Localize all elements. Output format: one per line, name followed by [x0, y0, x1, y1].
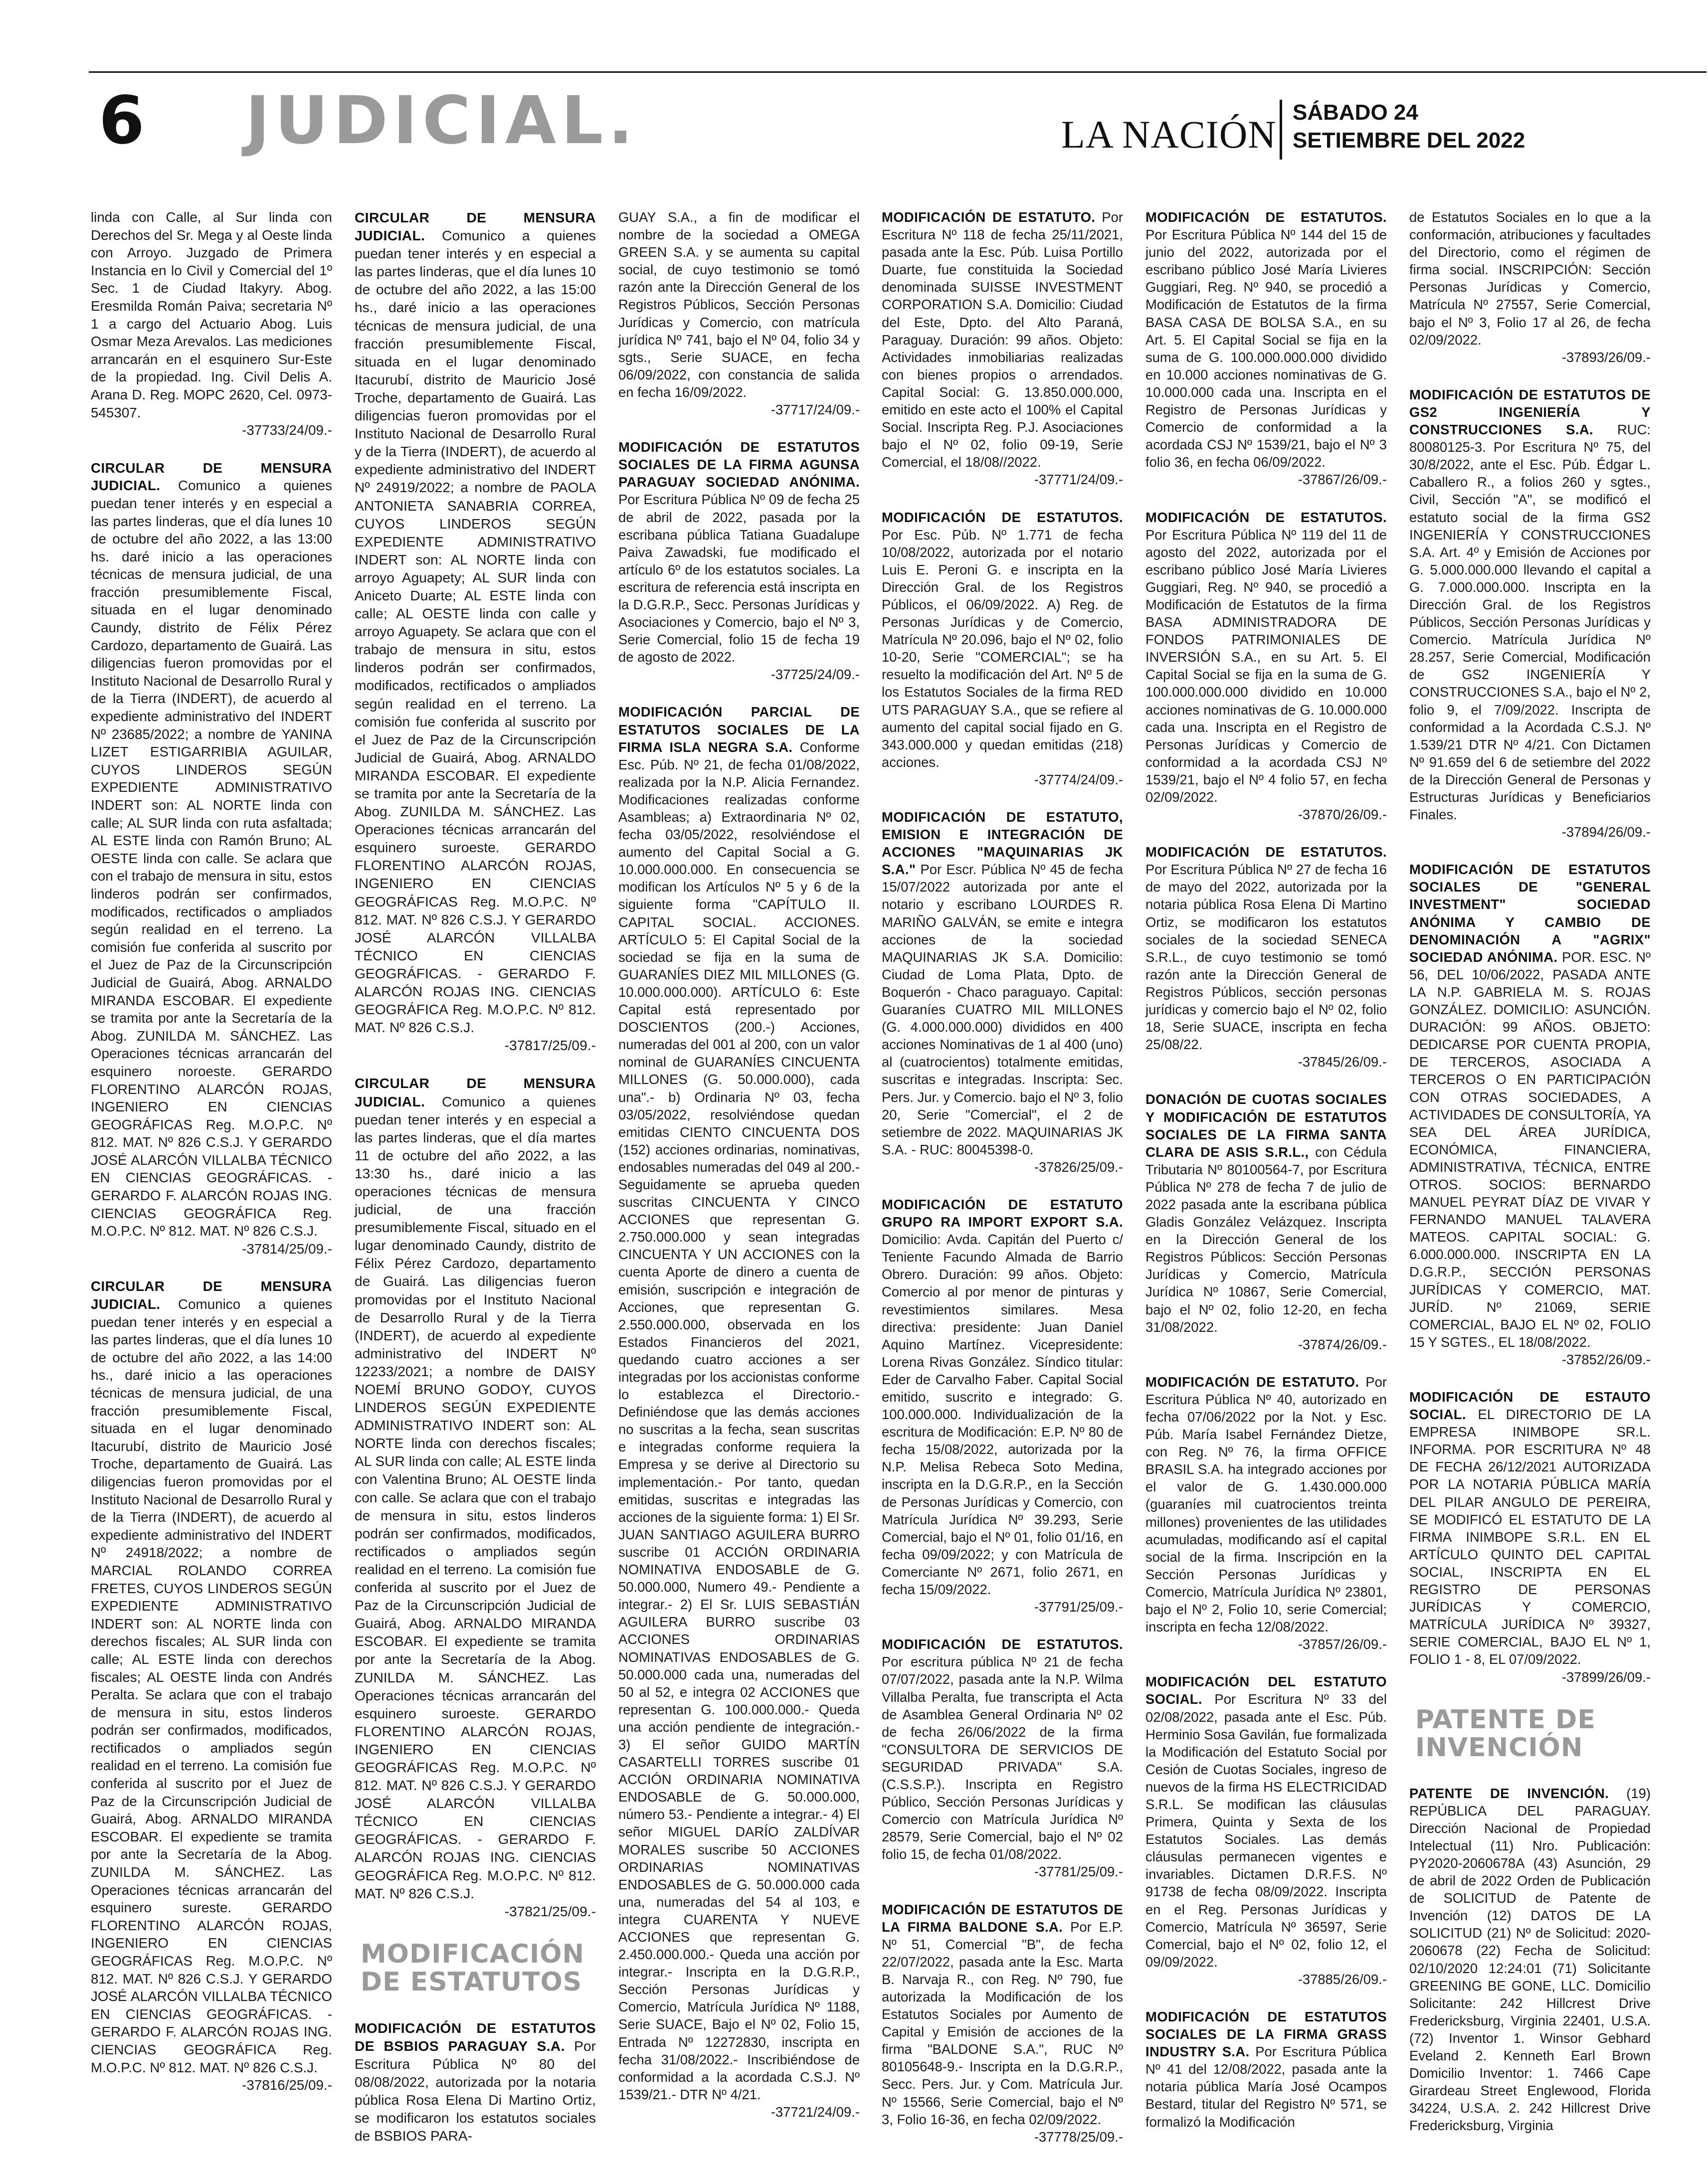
section-title: JUDICIAL. [245, 82, 638, 159]
notice-body: Por Escritura Nº 33 del 02/08/2022, pasada ante el Esc. Púb. Herminio Sosa Gavilán, fue formalizada la Modificación del Estatuto Social por Cesión de Cuotas Sociales, ingreso de nuevos de la firma HS ELECTRICIDAD S.R.L. Se modifican las cláusulas Primera, Quinta y Sexta de los Estatutos Sociales. Las demás cláusulas permanecen vigentes e invariables. Dictamen D.R.F.S. Nº 91738 de fecha 08/09/2022. Inscripta en el Reg. Personas Jurídicas y Comercio, Matrícula Nº 36597, Serie Comercial, bajo el Nº 02, folio 12, el 09/09/2022. [1145, 1691, 1387, 1970]
notice-reference: -37894/26/09.- [1561, 824, 1651, 840]
notice-body: Por Escr. Pública Nº 45 de fecha 15/07/2022 autorizada por ante el notario y escribano LOURDES R. MARIÑO GALVÁN, se emite e integra acciones de la sociedad MAQUINARIAS JK S.A. Domicilio: Ciudad de Loma Plata, Dpto. de Boquerón - Chaco paraguayo. Capital: Guaraníes CUATRO MIL MILLONES (G. 4.000.000.000) divididos en 400 acciones Nominativas de 1 al 400 (uno) al (cuatrocientos) totalmente emitidas, suscritas e integradas. Inscripta: Sec. Pers. Jur. y Comercio. bajo el Nº 3, folio 20, Serie "Comercial", el 2 de setiembre de 2022. MAQUINARIAS JK S.A. - RUC: 80045398-0. [882, 862, 1123, 1157]
section-heading-marker [1409, 1706, 1415, 1762]
notice-body: Por Esc. Púb. Nº 1.771 de fecha 10/08/2022, autorizada por el notario Luis E. Peroni G. e inscripta en la Dirección Gral. de los Registros Públicos, el 06/09/2022. A) Reg. de Personas Jurídicas y de Comercio, Matrícula Nº 20.096, bajo el Nº 02, folio 10-20, Serie "COMERCIAL"; se ha resuelto la modificación del Art. Nº 5 de los Estatutos Sociales de la firma RED UTS PARAGUAY S.A., que se refiere al aumento del capital social fijado en G. 343.000.000 y quedan emitidas (218) acciones. [882, 527, 1123, 770]
notice-title: MODIFICACIÓN DE ESTATUTOS SOCIALES DE LA FIRMA GRASS INDUSTRY S.A. [1145, 2009, 1387, 2060]
issue-date-month: SETIEMBRE DEL 2022 [1293, 128, 1525, 153]
notice [355, 2019, 596, 2145]
notice [1145, 843, 1387, 1071]
column-2 [355, 208, 596, 2165]
notice [882, 1196, 1123, 1616]
notice-reference: -37857/26/09.- [1298, 1636, 1387, 1652]
notice [1145, 1090, 1387, 1353]
notice-body: RUC: 80080125-3. Por Escritura Nº 75, del 30/8/2022, ante el Esc. Púb. Édgar L. Caballero R., a folios 260 y sgtes., Civil, Sección "A", se modificó el estatuto social de la firma GS2 INGENIERÍA Y CONSTRUCCIONES S.A. Art. 4º y Emisión de Acciones por G. 5.000.000.000 llevando el capital a G. 7.000.000.000. Inscripta en la Dirección Gral. de los Registros Públicos, Sección Personas Jurídicas y Comercio. Matrícula Jurídica Nº 28.257, Serie Comercial, Modificación de GS2 INGENIERÍA Y CONSTRUCCIONES S.A., bajo el Nº 2, folio 9, el 7/09/2022. Inscripta de conformidad a la Acordada C.S.J. Nº 1.539/21 DTR Nº 4/21. Con Dictamen Nº 91.659 del 6 de setiembre del 2022 de la Dirección General de Personas y Estructuras Jurídicas y Beneficiarios Finales. [1409, 422, 1651, 823]
section-heading-text: MODIFICACIÓN DE ESTATUTOS [361, 1939, 584, 1997]
issue-date-day: SÁBADO 24 [1293, 100, 1418, 125]
notice-body: Por escritura pública Nº 21 de fecha 07/07/2022, pasada ante la N.P. Wilma Villalba Peralta, fue transcripta el Acta de Asamblea General Ordinaria Nº 02 de fecha 26/06/2022 de la firma "CONSULTORA DE SERVICIOS DE SEGURIDAD PRIVADA" S.A. (C.S.S.P.). Inscripta en Registro Público, Sección Personas Jurídicas y Comercio con Matrícula Jurídica Nº 28579, Serie Comercial, bajo el Nº 02 folio 15, de fecha 01/08/2022. [882, 1654, 1123, 1862]
notice-body: Por Escritura Pública Nº 80 del 08/08/2022, autorizada por la notaria pública Rosa Elena Di Martino Ortiz, se modificaron los estatutos sociales de BSBIOS PARA- [355, 2037, 596, 2144]
notice [91, 208, 332, 439]
notice-reference: -37791/25/09.- [1034, 1599, 1123, 1615]
section-heading [1409, 1706, 1651, 1762]
notice-reference: -37867/26/09.- [1298, 472, 1387, 488]
page-number: 6 [99, 82, 146, 159]
notice-reference: -37816/25/09.- [242, 2077, 332, 2093]
notice-title: CIRCULAR DE MENSURA JUDICIAL. [91, 460, 332, 494]
notice-title: MODIFICACIÓN DE ESTATUTO. [882, 209, 1096, 225]
notice-reference: -37725/24/09.- [770, 667, 860, 683]
notice-body: Por Escritura Pública Nº 40, autorizado en fecha 07/06/2022 por la Not. y Esc. Púb. María Isabel Fernández Dietze, con Reg. Nº 76, la firma OFFICE BRASIL S.A. ha integrado acciones por el valor de G. 1.430.000.000 (guaraníes mil cuatrocientos treinta millones) provenientes de las utilidades acumuladas, modificando así el capital social de la firma. Inscripción en la Sección Personas Jurídicas y Comercio, Matrícula Jurídica Nº 23801, bajo el Nº 2, Folio 10, serie Comercial; inscripta en fecha 12/08/2022. [1145, 1374, 1387, 1635]
issue-date [1293, 99, 1525, 155]
top-rule [89, 71, 1707, 73]
notice [91, 459, 332, 1258]
notice-title: PATENTE DE INVENCIÓN. [1409, 1785, 1609, 1801]
notice-body: Comunico a quienes puedan tener interés y en especial a las partes linderas, que el día lunes 10 de octubre del año 2022, a las 14:00 hs., daré inicio a las operaciones técnicas de mensura judicial, de una fracción presumiblemente Fiscal, situada en el lugar denominado Itacurubí, distrito de Mauricio José Troche, departamento de Guairá. Las diligencias fueron promovidas por el Instituto Nacional de Desarrollo Rural y de la Tierra (INDERT), de acuerdo al expediente administrativo del INDERT Nº 24918/2022; a nombre de MARCIAL ROLANDO CORREA FRETES, CUYOS LINDEROS SEGÚN EXPEDIENTE ADMINISTRATIVO INDERT son: AL NORTE linda con derechos fiscales; AL SUR linda con calle; AL ESTE linda con derechos fiscales; AL OESTE linda con Andrés Peralta. Se aclara que con el trabajo de mensura in situ, estos linderos podrán ser confirmados, modificados, rectificados o ampliados según realidad en el terreno. La comisión fue conferida al suscrito por el Juez de Paz de la Circunscripción Judicial de Guairá, Abog. ARNALDO MIRANDA ESCOBAR. El expediente se tramita por ante la Secretaría de la Abog. ZUNILDA M. SÁNCHEZ. Las Operaciones técnicas arrancarán del esquinero sureste. GERARDO FLORENTINO ALARCÓN ROJAS, INGENIERO EN CIENCIAS GEOGRÁFICAS Reg. M.O.P.C. Nº 812. MAT. Nº 826 C.S.J. Y GERARDO JOSÉ ALARCÓN VILLALBA TÉCNICO EN CIENCIAS GEOGRÁFICAS. - GERARDO F. ALARCÓN ROJAS ING. CIENCIAS GEOGRÁFICA Reg. M.O.P.C. Nº 812. MAT. Nº 826 C.S.J. [91, 1296, 332, 2075]
notice-title: MODIFICACIÓN DE ESTATUTO, EMISION E INTEGRACIÓN DE ACCIONES "MAQUINARIAS JK S.A." [882, 809, 1123, 878]
notice-reference: -37821/25/09.- [504, 1903, 596, 1919]
column-3 [618, 208, 860, 2141]
notice-body: Domicilio: Avda. Capitán del Puerto c/ Teniente Facundo Almada de Barrio Obrero. Duración: 99 años. Objeto: Comercio al por menor de pinturas y revestimientos similares. Mesa directiva: presidente: Juan Daniel Aquino Martínez. Vicepresidente: Lorena Rivas González. Síndico titular: Eder de Carvalho Faber. Capital Social emitido, suscrito e integrado: G. 100.000.000. Individualización de la escritura de Modificación: E.P. Nº 80 de fecha 15/08/2022, autorizada por la N.P. Melisa Rebeca Soto Medina, inscripta en la D.G.R.P., en la Sección de Personas Jurídicas y Comercio, con Matrícula Jurídica Nº 39.293, Serie Comercial, bajo el Nº 01, folio 01/16, en fecha 09/09/2022; y con Matrícula de Comerciante Nº 2671, folio 2671, en fecha 15/09/2022. [882, 1232, 1123, 1598]
notice-title: MODIFICACIÓN DE ESTATUTOS. [882, 1636, 1123, 1652]
column-4 [882, 208, 1123, 2166]
notice-reference: -37781/25/09.- [1034, 1864, 1123, 1880]
notice [1409, 1388, 1651, 1686]
notice-body: Por Escritura Pública Nº 27 de fecha 16 de mayo del 2022, autorizada por la notaria pública Rosa Elena Di Martino Ortiz, se modificaron los estatutos sociales de la sociedad SENECA S.R.L., de cuyo testimonio se tomó razón ante la Dirección General de Registros Públicos, sección personas jurídicas y comercio bajo el Nº 02, folio 18, Serie SUACE, inscripta en fecha 25/08/22. [1145, 862, 1387, 1053]
notice-body: linda con Calle, al Sur linda con Derechos del Sr. Mega y al Oeste linda con Arroyo. Juzgado de Primera Instancia en lo Civil y Comercial del 1º Sec. 1 de Ciudad Itakyry. Abog. Eresmilda Román Paiva; secretaria Nº 1 a cargo del Actuario Abog. Luis Osmar Meza Arevalos. Las mediciones arrancarán en el esquinero Sur-Este de la propiedad. Ing. Civil Delis A. Arana D. Reg. MOPC 2620, Cel. 0973-545307. [91, 209, 332, 420]
notice-reference: -37771/24/09.- [1034, 472, 1123, 488]
notice [1409, 1785, 1651, 2135]
notice [1409, 208, 1651, 366]
notice-title: MODIFICACIÓN DE ESTATUTOS DE LA FIRMA BALDONE S.A. [882, 1901, 1123, 1935]
section-heading-marker [355, 1940, 361, 1996]
notice-title: MODIFICACIÓN DE ESTATUTOS. [882, 509, 1123, 525]
notice [1145, 208, 1387, 489]
newspaper-logo: LA NACIÓN [1061, 113, 1277, 156]
notice-body: (19) REPÚBLICA DEL PARAGUAY. Dirección Nacional de Propiedad Intelectual (11) Nro. Publicación: PY2020-2060678A (43) Asunción, 29 de abril de 2022 Orden de Publicación de SOLICITUD de Patente de Invención (12) DATOS DE LA SOLICITUD (21) Nº de Solicitud: 2020-2060678 (22) Fecha de Solicitud: 02/10/2020 12:24:01 (71) Solicitante GREENING BE GONE, LLC. Domicilio Solicitante: 242 Hillcrest Drive Fredericksburg, Virginia 22401, U.S.A. (72) Inventor 1. Winsor Gebhard Eveland 2. Kenneth Earl Brown Domicilio Inventor: 1. 7466 Cape Girardeau Street Englewood, Florida 34224, U.S.A. 2. 242 Hillcrest Drive Fredericksburg, Virginia [1409, 1785, 1651, 2134]
notice-title: CIRCULAR DE MENSURA JUDICIAL. [355, 1075, 596, 1109]
notice [618, 703, 860, 2121]
notice [1409, 861, 1651, 1368]
notice-title: MODIFICACIÓN PARCIAL DE ESTATUTOS SOCIALES DE LA FIRMA ISLA NEGRA S.A. [618, 704, 860, 755]
column-1 [91, 208, 332, 2114]
notice-title: MODIFICACIÓN DE ESTAUTO SOCIAL. [1409, 1389, 1651, 1423]
notice-title: DONACIÓN DE CUOTAS SOCIALES Y MODIFICACIÓN DE ESTATUTOS SOCIALES DE LA FIRMA SANTA CLARA DE ASIS S.R.L., [1145, 1091, 1387, 1160]
notice [618, 438, 860, 683]
notice-reference: -37817/25/09.- [504, 1037, 596, 1054]
notice-title: CIRCULAR DE MENSURA JUDICIAL. [91, 1278, 332, 1312]
notice [1145, 1373, 1387, 1653]
notice [355, 208, 596, 1054]
notice [1145, 1673, 1387, 1988]
notice-body: Por E.P. Nº 51, Comercial "B", de fecha 22/07/2022, pasada ante la Esc. Marta B. Narvaja R., con Reg. Nº 790, fue autorizada la Modificación de los Estatutos Sociales por Aumento de Capital y Emisión de acciones de la firma "BALDONE S.A.", RUC Nº 80105648-9.- Inscripta en la D.G.R.P., Secc. Pers. Jur. y Com. Matrícula Jur. Nº 15566, Serie Comercial, bajo el Nº 3, Folio 16-36, en fecha 02/09/2022. [882, 1919, 1123, 2127]
notice-body: Por Escritura Pública Nº 144 del 15 de junio del 2022, autorizada por el escribano público José María Livieres Guggiari, Reg. Nº 940, se procedió a Modificación de Estatutos de la firma BASA CASA DE BOLSA S.A., en su Art. 5. El Capital Social se fija en la suma de G. 100.000.000.000 dividido en 10.000 acciones nominativas de G. 10.000.000 cada una. Inscripta en el Registro de Personas Jurídicas y Comercio de conformidad a la acordada CSJ Nº 1539/21, bajo el Nº 3 folio 36, en fecha 06/09/2022. [1145, 227, 1387, 470]
notice-reference: -37852/26/09.- [1561, 1351, 1651, 1367]
notice-title: MODIFICACIÓN DE ESTATUTOS DE BSBIOS PARAGUAY S.A. [355, 2019, 596, 2054]
notice-reference: -37826/25/09.- [1034, 1159, 1123, 1175]
notice [882, 509, 1123, 789]
notice-title: MODIFICACIÓN DE ESTATUTOS. [1145, 844, 1387, 860]
column-5 [1145, 208, 1387, 2151]
notice [355, 1074, 596, 1920]
notice-title: CIRCULAR DE MENSURA JUDICIAL. [355, 209, 596, 244]
notice-reference: -37814/25/09.- [242, 1241, 332, 1257]
notice-title: MODIFICACIÓN DEL ESTATUTO SOCIAL. [1145, 1674, 1387, 1707]
notice-reference: -37778/25/09.- [1034, 2129, 1123, 2145]
notice-title: MODIFICACIÓN DE ESTATUTOS DE GS2 INGENIERÍA Y CONSTRUCCIONES S.A. [1409, 386, 1651, 438]
notice-reference: -37733/24/09.- [242, 422, 332, 438]
notice [882, 208, 1123, 489]
notice-body: EL DIRECTORIO DE LA EMPRESA INIMBOPE SR.L. INFORMA. POR ESCRITURA Nº 48 DE FECHA 26/12/2021 AUTORIZADA POR LA NOTARIA PÚBLICA MARÍA DEL PILAR ANGULO DE PEREIRA, SE MODIFICÓ EL ESTATUTO DE LA FIRMA INIMBOPE S.R.L. EN EL ARTÍCULO QUINTO DEL CAPITAL SOCIAL, INSCRIPTA EN EL REGISTRO DE PERSONAS JURÍDICAS Y COMERCIO, MATRÍCULA JURÍDICA Nº 39327, SERIE COMERCIAL, BAJO EL Nº 1, FOLIO 1 - 8, EL 07/09/2022. [1409, 1407, 1651, 1667]
notice-body: Comunico a quienes puedan tener interés y en especial a las partes linderas, que el día martes 11 de octubre del año 2022, a las 13:30 hs., daré inicio a las operaciones técnicas de mensura judicial, de una fracción presumiblemente Fiscal, situado en el lugar denominado Caundy, distrito de Félix Pérez Cardozo, departamento de Guairá. Las diligencias fueron promovidas por el Instituto Nacional de Desarrollo Rural y de la Tierra (INDERT), de acuerdo al expediente administrativo del INDERT Nº 12233/2021; a nombre de DAISY NOEMÍ BRUNO GODOY, CUYOS LINDEROS SEGÚN EXPEDIENTE ADMINISTRATIVO INDERT son: AL NORTE linda con derechos fiscales; AL SUR linda con calle; AL ESTE linda con Valentina Bruno; AL OESTE linda con calle. Se aclara que con el trabajo de mensura in situ, estos linderos podrán ser confirmados, modificados, rectificados o ampliados según realidad en el terreno. La comisión fue conferida al suscrito por el Juez de Paz de la Circunscripción Judicial de Guairá, Abog. ARNALDO MIRANDA ESCOBAR. El expediente se tramita por ante la Secretaría de la Abog. ZUNILDA M. SÁNCHEZ. Las Operaciones técnicas arrancarán del esquinero suroeste. GERARDO FLORENTINO ALARCÓN ROJAS, INGENIERO EN CIENCIAS GEOGRÁFICAS Reg. M.O.P.C. Nº 812. MAT. Nº 826 C.S.J. Y GERARDO JOSÉ ALARCÓN VILLALBA TÉCNICO EN CIENCIAS GEOGRÁFICAS. - GERARDO F. ALARCÓN ROJAS ING. CIENCIAS GEOGRÁFICA Reg. M.O.P.C. Nº 812. MAT. Nº 826 C.S.J. [355, 1093, 596, 1901]
notice [1145, 2008, 1387, 2131]
notice-title: MODIFICACIÓN DE ESTATUTOS SOCIALES DE LA FIRMA AGUNSA PARAGUAY SOCIEDAD ANÓNIMA. [618, 439, 860, 490]
header-divider [1280, 100, 1282, 160]
notice-reference: -37870/26/09.- [1298, 807, 1387, 823]
notice-reference: -37899/26/09.- [1561, 1669, 1651, 1685]
column-6 [1409, 208, 1651, 2154]
notice-body: Por Escritura Nº 118 de fecha 25/11/2021, pasada ante la Esc. Púb. Luisa Portillo Duarte, fue constituida la Sociedad denominada SUISSE INVESTMENT CORPORATION S.A. Domicilio: Ciudad del Este, Dpto. del Alto Paraná, Paraguay. Duración: 99 años. Objeto: Actividades inmobiliarias realizadas con bienes propios o arrendados. Capital Social: G. 13.850.000.000, emitido en este acto el 100% el Capital Social. Inscripta Reg. P.J. Asociaciones bajo el Nº 02, folio 09-19, Serie Comercial, el 18/08//2022. [882, 209, 1123, 470]
notice [1409, 386, 1651, 841]
notice-reference: -37885/26/09.- [1298, 1971, 1387, 1987]
notice-body: Conforme Esc. Púb. Nº 21, de fecha 01/08/2022, realizada por la N.P. Alicia Fernandez. Modificaciones realizadas conforme Asambleas; a) Extraordinaria Nº 02, fecha 03/05/2022, resolviéndose el aumento del Capital Social a G. 10.000.000.000. En consecuencia se modifican los Artículos Nº 5 y 6 de la siguiente forma "CAPÍTULO II. CAPITAL SOCIAL. ACCIONES. ARTÍCULO 5: El Capital Social de la sociedad se fija en la suma de GUARANÍES DIEZ MIL MILLONES (G. 10.000.000.000). ARTÍCULO 6: Este Capital está representado por DOSCIENTOS (200.-) Acciones, numeradas del 001 al 200, con un valor nominal de GUARANÍES CINCUENTA MILLONES (G. 50.000.000), cada una".- b) Ordinaria Nº 03, fecha 03/05/2022, resolviéndose quedan emitidas CIENTO CINCUENTA DOS (152) acciones ordinarias, nominativas, endosables numeradas del 049 al 200.- Seguidamente se aprueba queden suscritas CINCUENTA Y CINCO ACCIONES que representan G. 2.750.000.000 y sean integradas CINCUENTA Y UN ACCIONES con la cuenta Aporte de dinero a cuenta de emisión, suscripción e integración de Acciones, que representan G. 2.550.000.000, observada en los Estados Financieros del 2021, quedando cuatro acciones a ser integradas por los accionistas conforme lo establezca el Directorio.- Definiéndose que las demás acciones no suscritas a la fecha, sean suscritas e integradas conforme requiera la Empresa y se derive al Directorio su implementación.- Por tanto, quedan emitidas, suscritas e integradas las acciones de la siguiente forma: 1) El Sr. JUAN SANTIAGO AGUILERA BURRO suscribe 01 ACCIÓN ORDINARIA NOMINATIVA ENDOSABLE de G. 50.000.000, Numero 49.- Pendiente a integrar.- 2) El Sr. LUIS SEBASTIÁN AGUILERA BURRO suscribe 03 ACCIONES ORDINARIAS NOMINATIVAS ENDOSABLES de G. 50.000.000 cada una, numeradas del 50 al 52, e integra 02 ACCIONES que representan G. 100.000.000.- Queda una acción pendiente de integración.- 3) El señor GUIDO MARTÍN CASARTELLI TORRES suscribe 01 ACCIÓN ORDINARIA NOMINATIVA ENDOSABLE de G. 50.000.000, número 53.- Pendiente a integrar.- 4) El señor MIGUEL DARÍO ZALDÍVAR MORALES suscribe 50 ACCIONES ORDINARIAS NOMINATIVAS ENDOSABLES de G. 50.000.000 cada una, numeradas del 54 al 103, e integra CUARENTA Y NUEVE ACCIONES que representan G. 2.450.000.000.- Queda una acción por integrar.- Inscripta en la D.G.R.P., Sección Personas Jurídicas y Comercio, Matrícula Jurídica Nº 1188, Serie SUACE, Bajo el Nº 02, Folio 15, Entrada Nº 12272830, inscripta en fecha 31/08/2022.- Inscribiéndose de conformidad a la acordada C.S.J. Nº 1539/21.- DTR Nº 4/21. [618, 739, 860, 2102]
notice-body: Comunico a quienes puedan tener interés y en especial a las partes linderas, que el día lunes 10 de octubre del año 2022, a las 15:00 hs., daré inicio a las operaciones técnicas de mensura judicial, de una fracción presumiblemente Fiscal, situada en el lugar denominado Itacurubí, distrito de Mauricio José Troche, departamento de Guairá. Las diligencias fueron promovidas por el Instituto Nacional de Desarrollo Rural y de la Tierra (INDERT), de acuerdo al expediente administrativo del INDERT Nº 24919/2022; a nombre de PAOLA ANTONIETA SANABRIA CORREA, CUYOS LINDEROS SEGÚN EXPEDIENTE ADMINISTRATIVO INDERT son: AL NORTE linda con arroyo Aguapety; AL SUR linda con Aniceto Duarte; AL ESTE linda con calle; AL OESTE linda con calle y arroyo Aguapety. Se aclara que con el trabajo de mensura in situ, estos linderos podrán ser confirmados, modificados, rectificados o ampliados según realidad en el terreno. La comisión fue conferida al suscrito por el Juez de Paz de la Circunscripción Judicial de Guairá, Abog. ARNALDO MIRANDA ESCOBAR. El expediente se tramita por ante la Secretaría de la Abog. ZUNILDA M. SÁNCHEZ. Las Operaciones técnicas arrancarán del esquinero suroeste. GERARDO FLORENTINO ALARCÓN ROJAS, INGENIERO EN CIENCIAS GEOGRÁFICAS Reg. M.O.P.C. Nº 812. MAT. Nº 826 C.S.J. Y GERARDO JOSÉ ALARCÓN VILLALBA TÉCNICO EN CIENCIAS GEOGRÁFICAS. - GERARDO F. ALARCÓN ROJAS ING. CIENCIAS GEOGRÁFICA Reg. M.O.P.C. Nº 812. MAT. Nº 826 C.S.J. [355, 227, 596, 1036]
notice-body: POR. ESC. Nº 56, DEL 10/06/2022, PASADA ANTE LA N.P. GABRIELA M. S. ROJAS GONZÁLEZ. DOMICILIO: ASUNCIÓN. DURACIÓN: 99 AÑOS. OBJETO: DEDICARSE POR CUENTA PROPIA, DE TERCEROS, ASOCIADA A TERCEROS O EN PARTICIPACIÓN CON OTRAS SOCIEDADES, A ACTIVIDADES DE CONSULTORÍA, YA SEA DEL ÁREA JURÍDICA, ECONÓMICA, FINANCIERA, ADMINISTRATIVA, TÉCNICA, ENTRE OTROS. SOCIOS: BERNARDO MANUEL PEYRAT DÍAZ DE VIVAR Y FERNANDO MANUEL TALAVERA MATEOS. CAPITAL SOCIAL: G. 6.000.000.000. INSCRIPTA EN LA D.G.R.P., SECCIÓN PERSONAS JURÍDICAS Y COMERCIO, MAT. JURÍD. Nº 21069, SERIE COMERCIAL, BAJO EL Nº 02, FOLIO 15 Y SGTES., EL 18/08/2022. [1409, 949, 1651, 1350]
notice-body: de Estatutos Sociales en lo que a la conformación, atribuciones y facultades del Directorio, como el régimen de firma social. INSCRIPCIÓN: Sección Personas Jurídicas y Comercio, Matrícula Nº 27557, Serie Comercial, bajo el Nº 3, Folio 17 al 26, de fecha 02/09/2022. [1409, 209, 1651, 348]
notice [882, 808, 1123, 1176]
notice-body: Por Escritura Pública Nº 09 de fecha 25 de abril de 2022, pasada por la escribana pública Tatiana Guadalupe Paiva Zawadski, fue modificado el artículo 6º de los estatutos sociales. La escritura de referencia está inscripta en la D.G.R.P., Secc. Personas Jurídicas y Asociaciones y Comercio, bajo el Nº 3, Serie Comercial, folio 15 de fecha 19 de agosto de 2022. [618, 492, 860, 665]
notice-title: MODIFICACIÓN DE ESTATUTOS. [1145, 209, 1387, 225]
notice-body: Por Escritura Pública Nº 41 del 12/08/2022, pasada ante la notaria pública María José Ocampos Bestard, titular del Registro Nº 571, se formalizó la Modificación [1145, 2044, 1387, 2130]
notice [882, 1901, 1123, 2146]
notice-title: MODIFICACIÓN DE ESTATUTO. [1145, 1374, 1359, 1390]
notice [618, 208, 860, 418]
notice [1145, 509, 1387, 824]
notice-reference: -37717/24/09.- [770, 402, 860, 418]
notice [91, 1277, 332, 2094]
section-heading [355, 1940, 596, 1996]
notice-reference: -37893/26/09.- [1561, 349, 1651, 365]
section-heading-text: PATENTE DE INVENCIÓN [1415, 1704, 1596, 1763]
notice-title: MODIFICACIÓN DE ESTATUTOS. [1145, 509, 1387, 525]
notice-body: con Cédula Tributaria Nº 80100564-7, por Escritura Pública Nº 278 de fecha 7 de julio de 2022 pasada ante la escribana pública Gladis González Velázquez. Inscripta en la Dirección General de los Registros Públicos: Sección Personas Jurídicas y Comercio, Matrícula Jurídica Nº 10867, Serie Comercial, bajo el Nº 02, folio 12-20, en fecha 31/08/2022. [1145, 1144, 1387, 1335]
notice-title: MODIFICACIÓN DE ESTATUTO GRUPO RA IMPORT EXPORT S.A. [882, 1196, 1123, 1230]
notice [882, 1635, 1123, 1880]
notice-reference: -37774/24/09.- [1034, 771, 1123, 787]
notice-body: Comunico a quienes puedan tener interés y en especial a las partes linderas, que el día lunes 10 de octubre del año 2022, a las 13:00 hs. daré inicio a las operaciones técnicas de mensura judicial, de una fracción presumiblemente Fiscal, situada en el lugar denominado Caundy, distrito de Félix Pérez Cardozo, departamento de Guairá. Las diligencias fueron promovidas por el Instituto Nacional de Desarrollo Rural y de la Tierra (INDERT), de acuerdo al expediente administrativo del INDERT Nº 23685/2022; a nombre de YANINA LIZET ESTIGARRIBIA AGUILAR, CUYOS LINDEROS SEGÚN EXPEDIENTE ADMINISTRATIVO INDERT son: AL NORTE linda con calle; AL SUR linda con ruta asfaltada; AL ESTE linda con Ramón Bruno; AL OESTE linda con calle. Se aclara que con el trabajo de mensura in situ, estos linderos podrán ser confirmados, modificados, rectificados o ampliados según realidad en el terreno. La comisión fue conferida al suscrito por el Juez de Paz de la Circunscripción Judicial de Guairá, Abog. ARNALDO MIRANDA ESCOBAR. El expediente se tramita por ante la Secretaría de la Abog. ZUNILDA M. SÁNCHEZ. Las Operaciones técnicas arrancarán del esquinero noroeste. GERARDO FLORENTINO ALARCÓN ROJAS, INGENIERO EN CIENCIAS GEOGRÁFICAS Reg. M.O.P.C. Nº 812. MAT. Nº 826 C.S.J. Y GERARDO JOSÉ ALARCÓN VILLALBA TÉCNICO EN CIENCIAS GEOGRÁFICAS. - GERARDO F. ALARCÓN ROJAS ING. CIENCIAS GEOGRÁFICA Reg. M.O.P.C. Nº 812. MAT. Nº 826 C.S.J. [91, 478, 332, 1239]
notice-body: GUAY S.A., a fin de modificar el nombre de la sociedad a OMEGA GREEN S.A. y se aumenta su capital social, de cuyo testimonio se tomó razón ante la Dirección General de los Registros Públicos, Sección Personas Jurídicas y Comercio, con matrícula jurídica Nº 741, bajo el Nº 04, folio 34 y sgts., Serie SUACE, en fecha 06/09/2022, con constancia de salida en fecha 16/09/2022. [618, 209, 860, 400]
notice-reference: -37874/26/09.- [1298, 1336, 1387, 1352]
notice-body: Por Escritura Pública Nº 119 del 11 de agosto del 2022, autorizada por el escribano público José María Livieres Guggiari, Reg. Nº 940, se procedió a Modificación de Estatutos de la firma BASA ADMINISTRADORA DE FONDOS PATRIMONIALES DE INVERSIÓN S.A., en su Art. 5. El Capital Social se fija en la suma de G. 100.000.000.000 dividido en 10.000 acciones nominativas de G. 10.000.000 cada una. Inscripta en el Registro de Personas Jurídicas y Comercio de conformidad a la acordada CSJ Nº 1539/21, bajo el Nº 4 folio 57, en fecha 02/09/2022. [1145, 527, 1387, 805]
notice-reference: -37845/26/09.- [1298, 1054, 1387, 1070]
notice-reference: -37721/24/09.- [770, 2104, 860, 2120]
notice-title: MODIFICACIÓN DE ESTATUTOS SOCIALES DE "GENERAL INVESTMENT" SOCIEDAD ANÓNIMA Y CAMBIO DE DENOMINACIÓN A "AGRIX" SOCIEDAD ANÓNIMA. [1409, 862, 1651, 965]
